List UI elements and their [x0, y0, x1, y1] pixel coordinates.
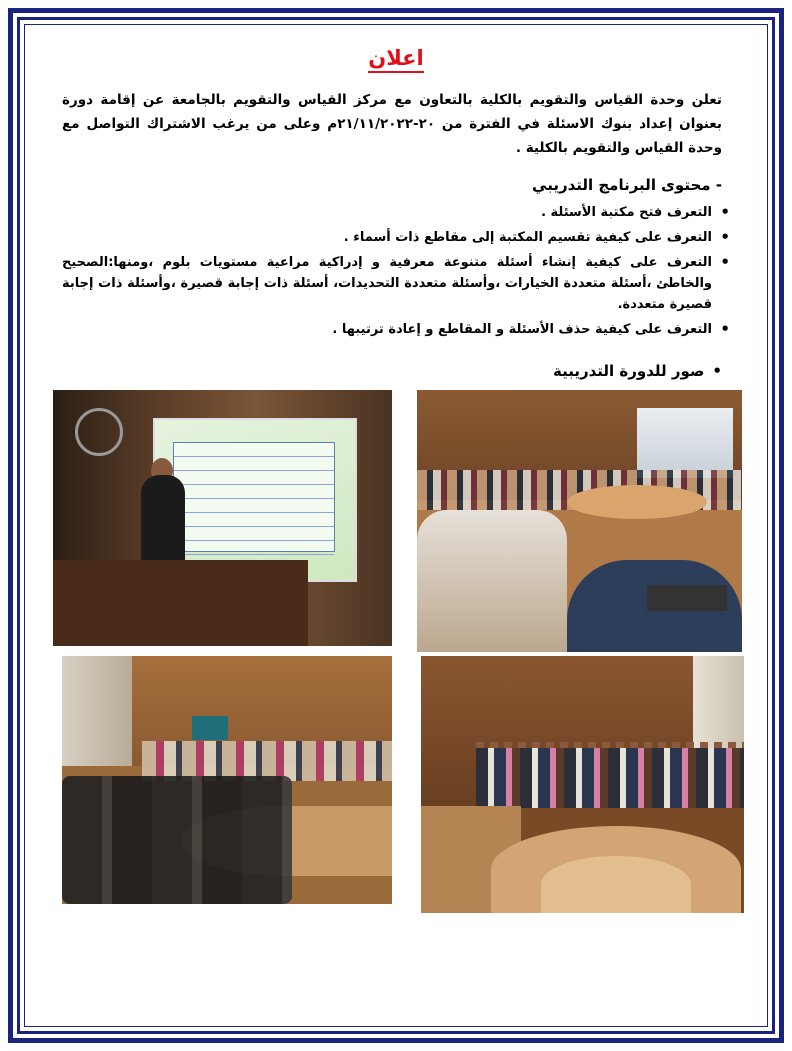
- list-item: • التعرف فتح مكتبة الأسئلة .: [62, 202, 712, 223]
- program-heading: - محتوى البرنامج التدريبي: [532, 176, 722, 194]
- projected-table: [173, 442, 335, 552]
- list-item: • التعرف على كيفية إنشاء أسئلة متنوعة معرفية و إدراكية مراعية مستويات بلوم ،ومنها:الصحيح والخاطئ ،أسئلة متعددة الخيارات ،وأسئلة متعددة التحديدات، أسئلة ذات إجابة قصيرة ،وأسئلة ذات إجابة قصيرة متعددة.: [62, 252, 712, 315]
- photo-audience-meeting: [417, 390, 742, 652]
- presenter-figure: [141, 475, 185, 565]
- program-list: [62, 202, 730, 344]
- tv-screen: [192, 716, 228, 740]
- intro-paragraph: تعلن وحدة القياس والتقويم بالكلية بالتعاون مع مركز القياس والتقويم بالجامعة عن إقامة دورة بعنوان إعداد بنوك الاسئلة في الفترة من ٢٠-٢١/١١/٢٠٢٢م وعلى من يرغب الاشتراك التواصل مع وحدة القياس والتقويم بالكلية .: [62, 92, 722, 156]
- laptop-shape: [647, 585, 727, 611]
- podium: [53, 560, 308, 646]
- photos-heading: • صور للدورة التدريبية: [553, 362, 722, 380]
- list-item: • التعرف على كيفية حذف الأسئلة و المقاطع و إعادة ترتيبها .: [62, 319, 712, 340]
- title-text: اعلان: [368, 46, 423, 73]
- list-item: • التعرف على كيفية تقسيم المكتبة إلى مقاطع ذات أسماء .: [62, 227, 712, 248]
- announcement-title: [0, 46, 792, 70]
- photo-training-room: [62, 656, 392, 904]
- fan-shape: [75, 408, 123, 456]
- photo-lecture-presenter: [53, 390, 392, 646]
- photo-group-picture: [421, 656, 744, 913]
